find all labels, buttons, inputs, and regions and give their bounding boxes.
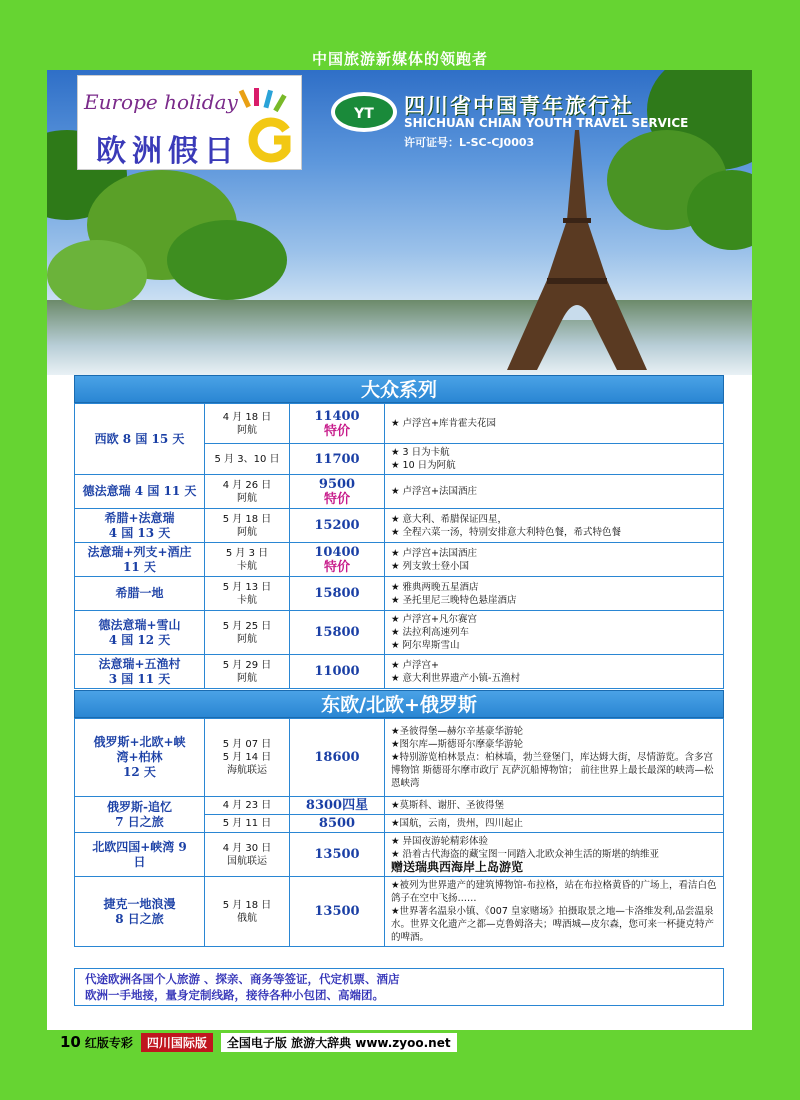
special-badge: 特价: [323, 491, 350, 507]
table-row: [75, 719, 724, 797]
section2-title: 东欧/北欧+俄罗斯: [74, 690, 724, 718]
departure-date: 4 月 18 日 阿航: [205, 404, 290, 444]
tour-table: [74, 403, 724, 689]
bonus-note: 赠送瑞典西海岸上岛游览: [391, 860, 524, 874]
tour-features: ★ 3 日为卡航 ★ 10 日为阿航: [385, 444, 724, 475]
tour-features: ★ 卢浮宫+ ★ 意大利世界遗产小镇-五渔村: [385, 655, 724, 689]
bottom-label-2: 四川国际版: [141, 1033, 213, 1052]
route-name: 希腊一地: [75, 577, 205, 611]
agency-logo-icon: [329, 90, 399, 134]
tour-features: ★被列为世界遗产的建筑博物馆-布拉格，站在布拉格黄昏的广场上，看洁白色鸽子在空中飞扬…… ★世界著名温泉小镇、《007 皇家赌场》拍摄取景之地—卡洛维发利,品尝温泉水。世界文化遗产之都—克鲁姆洛夫；啤酒城—皮尔森，您可来一杯捷克特产的啤酒。: [385, 877, 724, 947]
departure-date: 5 月 11 日: [205, 815, 290, 833]
price: 10400 特价: [290, 543, 385, 577]
content-frame: [47, 70, 752, 1030]
sun-g-icon: [238, 88, 298, 163]
departure-date: 5 月 13 日 卡航: [205, 577, 290, 611]
route-name: 法意瑞+五渔村 3 国 11 天: [75, 655, 205, 689]
departure-date: 5 月 07 日 5 月 14 日 海航联运: [205, 719, 290, 797]
tour-features: ★ 卢浮宫+法国酒庄: [385, 475, 724, 509]
departure-date: 4 月 26 日 阿航: [205, 475, 290, 509]
departure-date: 5 月 25 日 阿航: [205, 611, 290, 655]
footer-note: 代途欧洲各国个人旅游 、探亲、商务等签证，代定机票、酒店 欧洲一手地接，量身定制线路，接待各种小包团、高端团。: [74, 968, 724, 1006]
section1-title: 大众系列: [74, 375, 724, 403]
route-name: 德法意瑞 4 国 11 天: [75, 475, 205, 509]
license-number: 许可证号：L-SC-CJ0003: [404, 136, 535, 149]
bottom-bar: [60, 1032, 457, 1052]
tour-features: ★ 雅典两晚五星酒店 ★ 圣托里尼三晚特色悬崖酒店: [385, 577, 724, 611]
table-row: [75, 577, 724, 611]
route-name: 俄罗斯-追忆 7 日之旅: [75, 797, 205, 833]
tour-features: ★莫斯科、谢肝、圣彼得堡: [385, 797, 724, 815]
tour-features: ★ 卢浮宫+凡尔赛宫 ★ 法拉利高速列车 ★ 阿尔卑斯雪山: [385, 611, 724, 655]
price: 9500 特价: [290, 475, 385, 509]
route-name: 德法意瑞+雪山 4 国 12 天: [75, 611, 205, 655]
agency-name-cn: 四川省中国青年旅行社: [404, 94, 634, 118]
route-name: 西欧 8 国 15 天: [75, 404, 205, 475]
price: 11000: [290, 655, 385, 689]
departure-date: 5 月 29 日 阿航: [205, 655, 290, 689]
route-name: 俄罗斯+北欧+峡 湾+柏林 12 天: [75, 719, 205, 797]
route-name: 北欧四国+峡湾 9 日: [75, 833, 205, 877]
table-row: [75, 475, 724, 509]
europe-holiday-logo: Europe holiday 欧洲假日: [77, 75, 302, 170]
route-name: 希腊+法意瑞 4 国 13 天: [75, 509, 205, 543]
table-row: [75, 611, 724, 655]
page-number: 10: [60, 1033, 81, 1051]
departure-date: 5 月 18 日 俄航: [205, 877, 290, 947]
price: 11700: [290, 444, 385, 475]
tour-features: ★圣彼得堡—赫尔辛基豪华游轮 ★图尔库—斯德哥尔摩豪华游轮 ★特别游览柏林景点：柏林墙，勃兰登堡门，库达姆大街，尽情游览。含多宫博物馆 斯德哥尔摩市政厅 瓦萨沉船博物馆； 前往世界上最长最深的峡湾—松恩峡湾: [385, 719, 724, 797]
tour-features: ★ 异国夜游轮精彩体验 ★ 沿着古代海盗的藏宝图一同踏入北欧众神生活的斯堪的纳维亚 赠送瑞典西海岸上岛游览: [385, 833, 724, 877]
tour-features: ★ 卢浮宫+库肯霍夫花园: [385, 404, 724, 444]
departure-date: 5 月 3 日 卡航: [205, 543, 290, 577]
price: 11400 特价: [290, 404, 385, 444]
table-row: [75, 797, 724, 815]
price: 13500: [290, 877, 385, 947]
svg-text:YT: YT: [354, 106, 374, 122]
special-badge: 特价: [323, 423, 350, 439]
price: 8500: [290, 815, 385, 833]
bottom-label-1: 红版专彩: [84, 1035, 133, 1050]
agency-brand: [329, 90, 689, 149]
price: 15800: [290, 577, 385, 611]
table-row: [75, 877, 724, 947]
table-row: [75, 509, 724, 543]
table-row: [75, 543, 724, 577]
eiffel-tower-icon: [477, 130, 677, 370]
price: 15200: [290, 509, 385, 543]
agency-name-en: SHICHUAN CHIAN YOUTH TRAVEL SERVICE: [404, 116, 689, 130]
departure-date: 4 月 30 日 国航联运: [205, 833, 290, 877]
route-name: 法意瑞+列支+酒庄 11 天: [75, 543, 205, 577]
price: 15800: [290, 611, 385, 655]
price: 18600: [290, 719, 385, 797]
top-slogan: 中国旅游新媒体的领跑者: [311, 50, 488, 68]
table-row: [75, 655, 724, 689]
tour-table: [74, 718, 724, 947]
tour-features: ★国航，云南，贵州，四川起止: [385, 815, 724, 833]
special-badge: 特价: [323, 559, 350, 575]
bottom-label-3[interactable]: 全国电子版 旅游大辞典 www.zyoo.net: [221, 1033, 457, 1052]
departure-date: 5 月 3、10 日: [205, 444, 290, 475]
section2-table: [74, 718, 724, 947]
price: 8300四星: [290, 797, 385, 815]
route-name: 捷克一地浪漫 8 日之旅: [75, 877, 205, 947]
hero-image: [47, 70, 752, 375]
price: 13500: [290, 833, 385, 877]
tour-features: ★ 卢浮宫+法国酒庄 ★ 列支敦士登小国: [385, 543, 724, 577]
tour-features: ★ 意大利、希腊保证四星， ★ 全程六菜一汤，特别安排意大利特色餐，希式特色餐: [385, 509, 724, 543]
table-row: [75, 833, 724, 877]
table-row: [75, 404, 724, 444]
section1-table: [74, 403, 724, 689]
departure-date: 5 月 18 日 阿航: [205, 509, 290, 543]
departure-date: 4 月 23 日: [205, 797, 290, 815]
